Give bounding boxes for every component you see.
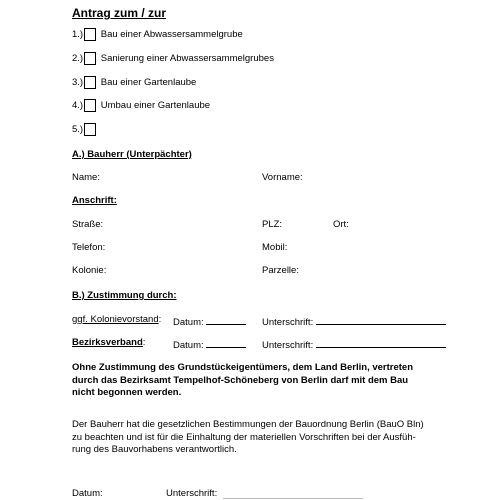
footer-datum-label: Datum: — [72, 488, 103, 499]
option-label: Bau einer Abwassersammelgrube — [100, 29, 243, 41]
plz-label: PLZ: — [262, 219, 283, 230]
paragraph-line: rung des Bauvorhabens verantwortlich. — [72, 444, 237, 455]
datum-label: Datum: — [173, 340, 204, 351]
option-5-checkbox[interactable] — [84, 123, 96, 136]
option-1-checkbox[interactable] — [84, 28, 96, 41]
footer-unterschrift-label: Unterschrift: — [166, 488, 218, 499]
unterschrift-label: Unterschrift: — [262, 317, 314, 328]
kolonievorstand-datum — [173, 314, 246, 328]
option-label: Sanierung einer Abwassersammelgrubes — [100, 53, 274, 65]
telefon-label: Telefon: — [72, 242, 106, 253]
parzelle-label: Parzelle: — [262, 265, 299, 276]
kolonievorstand-datum-field[interactable] — [206, 314, 246, 325]
anschrift-heading: Anschrift: — [72, 195, 117, 206]
option-5 — [72, 123, 98, 136]
label-colon: : — [158, 314, 162, 325]
mobil-label: Mobil: — [262, 242, 288, 253]
unterschrift-label: Unterschrift: — [262, 340, 314, 351]
datum-label: Datum: — [173, 317, 204, 328]
name-label: Name: — [72, 172, 100, 183]
bezirksverband-row — [72, 337, 145, 348]
option-number: 2.) — [72, 53, 84, 65]
option-1 — [72, 28, 243, 41]
footer-unterschrift-field[interactable] — [223, 497, 363, 499]
kolonievorstand-unterschrift — [262, 314, 446, 328]
option-3 — [72, 76, 196, 89]
paragraph-line: zu beachten und ist für die Einhaltung der materiellen Vorschriften bei der Ausfüh- — [72, 431, 416, 443]
form-title: Antrag zum / zur — [72, 6, 167, 20]
legal-paragraph — [72, 419, 482, 457]
bezirksverband-label: Bezirksverband — [72, 337, 143, 348]
strasse-label: Straße: — [72, 219, 104, 230]
option-number: 1.) — [72, 29, 84, 41]
kolonievorstand-label: ggf. Kolonievorstand — [72, 314, 159, 325]
ort-label: Ort: — [333, 219, 349, 230]
option-4 — [72, 99, 210, 112]
option-2 — [72, 52, 274, 65]
notice-line: nicht begonnen werden. — [72, 387, 182, 398]
kolonievorstand-unterschrift-field[interactable] — [316, 314, 446, 325]
kolonie-label: Kolonie: — [72, 265, 107, 276]
option-label: Bau einer Gartenlaube — [100, 77, 197, 89]
approval-notice — [72, 362, 472, 400]
bezirksverband-datum — [173, 337, 246, 351]
kolonievorstand-row — [72, 314, 161, 325]
option-number: 5.) — [72, 124, 84, 136]
option-number: 3.) — [72, 77, 84, 89]
bezirksverband-datum-field[interactable] — [206, 337, 246, 348]
option-number: 4.) — [72, 100, 84, 112]
bezirksverband-unterschrift — [262, 337, 446, 351]
notice-line: Ohne Zustimmung des Grundstückeigentümers, dem Land Berlin, vertreten — [72, 362, 414, 373]
option-3-checkbox[interactable] — [84, 76, 96, 89]
option-label: Umbau einer Gartenlaube — [100, 100, 211, 112]
label-colon: : — [142, 337, 146, 348]
notice-line: durch das Bezirksamt Tempelhof-Schöneberg von Berlin darf mit dem Bau — [72, 374, 409, 386]
paragraph-line: Der Bauherr hat die gesetzlichen Bestimmungen der Bauordnung Berlin (BauO Bln) — [72, 419, 424, 430]
section-b-heading: B.) Zustimmung durch: — [72, 290, 177, 301]
option-4-checkbox[interactable] — [84, 99, 96, 112]
bezirksverband-unterschrift-field[interactable] — [316, 337, 446, 348]
option-2-checkbox[interactable] — [84, 52, 96, 65]
vorname-label: Vorname: — [262, 172, 303, 183]
section-a-heading: A.) Bauherr (Unterpächter) — [72, 149, 192, 160]
